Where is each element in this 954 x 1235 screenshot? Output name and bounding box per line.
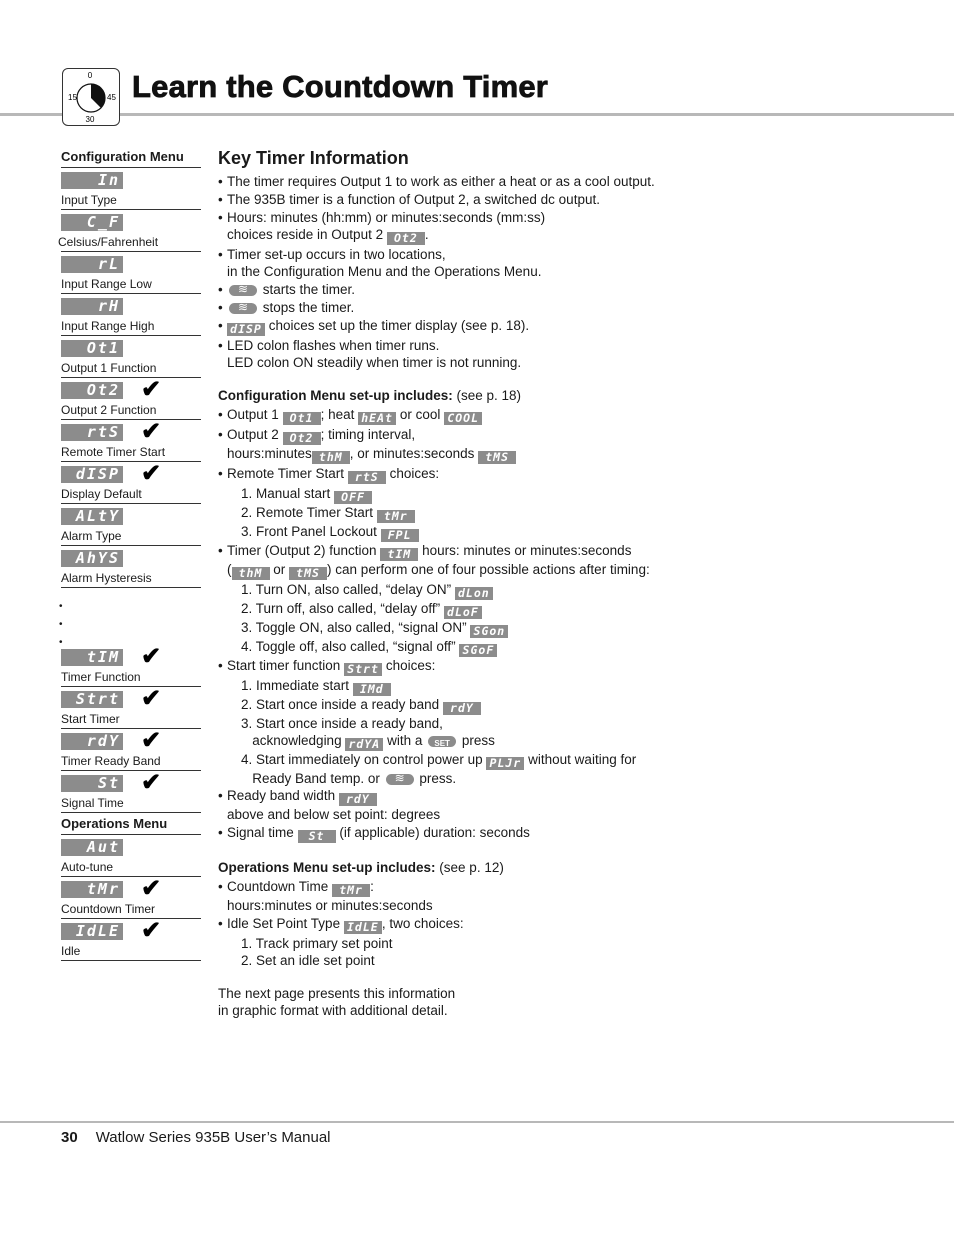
lcd-code: ALtY [61,508,123,525]
dial-label-top: 0 [87,71,93,80]
ops-menu-list [61,838,201,961]
numbered-item: 3. Toggle ON, also called, “signal ON” SGon [218,619,918,638]
numbered-item: 2. Set an idle set point [241,953,375,968]
menu-item [61,460,201,504]
lcd-code: OFF [334,491,372,504]
lcd-code: rL [61,256,123,273]
bullet-item: • The 935B timer is a function of Output 2, a switched dc output. [218,191,918,208]
checkmark-icon: ✔ [141,418,162,445]
bullet-item: • dISP choices set up the timer display (see p. 18). [218,317,918,336]
lcd-code: tMS [478,451,516,464]
menu-item-label: Remote Timer Start [61,445,166,459]
menu-item [61,418,201,462]
lcd-code: FPL [381,529,419,542]
manual-title: Watlow Series 935B User’s Manual [95,1129,331,1146]
page-footer [61,1129,331,1146]
lcd-code: dLon [455,587,493,600]
bullet-item: • Start timer function Strt choices: [218,657,918,676]
numbered-item: 3. Start once inside a ready band, acknowledging rdYA with a SET press [241,716,495,751]
menu-item [61,917,201,961]
numbered-item: 1. Manual start OFF [218,485,918,504]
menu-item-label: Auto-tune [61,860,114,874]
numbered-item: 1. Turn ON, also called, “delay ON” dLon [218,581,918,600]
set-key-icon: SET [428,736,456,747]
numbered-item: 4. Toggle off, also called, “signal off” SGoF [218,638,918,657]
lcd-code: Aut [61,839,123,856]
menu-item [61,643,201,687]
lcd-code: dLoF [444,606,482,619]
bullet-item: • LED colon flashes when timer runs. LED colon ON steadily when timer is not running. [218,337,918,371]
lcd-code: rtS [61,424,123,441]
lcd-code: Strt [344,663,382,676]
lcd-code: In [61,172,123,189]
menu-item [61,297,201,336]
up-down-key-icon [386,774,414,785]
menu-item-label: Timer Ready Band [61,754,161,768]
menu-item [61,727,201,771]
lcd-code: IMd [353,683,391,696]
lcd-code: dISP [61,466,123,483]
lcd-code: Ot2 [387,232,425,245]
lcd-code: rtS [348,471,386,484]
lcd-code: rdYA [345,738,383,751]
menu-item [61,875,201,919]
numbered-item: 2. Remote Timer Start tMr [218,504,918,523]
lcd-code: tIM [61,649,123,666]
menu-item [58,213,201,252]
menu-item-label: Output 2 Function [61,403,157,417]
lcd-code: PLJr [486,757,524,770]
bullet-item: • Timer set-up occurs in two locations, in the Configuration Menu and the Operations Menu. [218,246,918,280]
numbered-item: 3. Front Panel Lockout FPL [218,523,918,542]
lcd-code: Strt [61,691,123,708]
bullet-item: • Countdown Time tMr : hours:minutes or minutes:seconds [218,878,918,914]
lcd-code: tMr [377,510,415,523]
lcd-code: St [61,775,123,792]
lcd-code: thM [312,451,350,464]
lcd-code: dISP [227,323,265,336]
timer-dial-icon [62,68,120,126]
menu-item [61,549,201,588]
lcd-code: COOL [444,412,482,425]
lcd-code: hEAt [358,412,396,425]
bullet-item: ≋ • stops the timer. [218,299,918,316]
menu-item-label: Alarm Hysteresis [61,571,152,585]
checkmark-icon: ✔ [141,769,162,796]
lcd-code: Ot1 [61,340,123,357]
footer-rule [0,1121,954,1123]
menu-item-label: Timer Function [61,670,141,684]
menu-item-label: Input Range High [61,319,155,333]
dial-label-left: 15 [68,93,77,102]
lcd-code: St [298,830,336,843]
bullet-item: • Remote Timer Start rtS choices: [218,465,918,484]
lcd-code: thM [232,567,270,580]
checkmark-icon: ✔ [141,685,162,712]
checkmark-icon: ✔ [141,376,162,403]
page-title: Learn the Countdown Timer [132,69,549,104]
up-down-key-icon [229,303,257,314]
menu-item [61,838,201,877]
page-header [0,60,954,126]
menu-item [61,507,201,546]
ops-menu-heading: Operations Menu [61,816,201,835]
numbered-item: 1. Track primary set point [241,936,393,951]
menu-item [61,685,201,729]
config-menu-heading: Configuration Menu [61,149,201,168]
bullet-item: • Hours: minutes (hh:mm) or minutes:seconds (mm:ss) choices reside in Output 2 Ot2 . [218,209,918,245]
lcd-code: rdY [443,702,481,715]
next-page-note: The next page presents this information in graphic format with additional detail. [218,986,456,1018]
header-rule [0,113,954,116]
lcd-code: rH [61,298,123,315]
menu-item-label: Start Timer [61,712,120,726]
lcd-code: SGon [470,625,508,638]
page-number: 30 [61,1129,78,1146]
lcd-code: SGoF [459,644,497,657]
lcd-code: tMr [332,884,370,897]
menu-item [61,769,201,813]
lcd-code: tMr [61,881,123,898]
bullet-item: • Ready band width rdY above and below set point: degrees [218,787,918,823]
menu-item-label: Input Type [61,193,117,207]
config-menu-list [58,171,201,588]
menu-item-label: Input Range Low [61,277,152,291]
menu-item [61,255,201,294]
numbered-item: 2. Turn off, also called, “delay off” dLoF [218,600,918,619]
bullet-item: • The timer requires Output 1 to work as either a heat or as a cool output. [218,173,918,190]
dial-label-bottom: 30 [85,115,95,124]
lcd-code: rdY [339,793,377,806]
bullet-item: ≋ • starts the timer. [218,281,918,298]
section-heading: Key Timer Information [218,148,409,168]
numbered-item: 1. Immediate start IMd [218,677,918,696]
lcd-code: tIM [380,548,418,561]
lcd-code: rdY [61,733,123,750]
menu-item-label: Celsius/Fahrenheit [58,235,159,249]
checkmark-icon: ✔ [141,460,162,487]
bullet-item: • Output 2 Ot2 ; timing interval, hours:minutes thM , or minutes:seconds tMS [218,426,918,464]
menu-item-label: Signal Time [61,796,124,810]
ellipsis-dots: • • • [59,601,63,648]
lcd-code: IdLE [61,923,123,940]
timer-menu-list [61,643,201,813]
up-down-key-icon [229,285,257,296]
bullet-item: • Timer (Output 2) function tIM hours: minutes or minutes:seconds ( thM or tMS ) can perform one of four possible actions after timing: [218,542,918,580]
bullet-item: • Output 1 Ot1 ; heat hEAt or cool COOL [218,406,918,425]
menu-sidebar [58,149,201,964]
dial-label-right: 45 [107,93,116,102]
numbered-item: 2. Start once inside a ready band rdY [218,696,918,715]
lcd-code: IdLE [344,921,382,934]
menu-item-label: Countdown Timer [61,902,156,916]
menu-item-label: Alarm Type [61,529,122,543]
bullet-item: • Signal time St (if applicable) duration: seconds [218,824,918,843]
menu-item [61,339,201,378]
bullet-item: • Idle Set Point Type IdLE , two choices: [218,915,918,934]
lcd-code: AhYS [61,550,123,567]
ops-setup-heading: Operations Menu set-up includes: (see p. 12) [218,860,504,875]
checkmark-icon: ✔ [141,727,162,754]
menu-item [61,376,201,420]
menu-item-label: Idle [61,944,81,958]
menu-item-label: Display Default [61,487,142,501]
menu-item [61,171,201,210]
menu-item-label: Output 1 Function [61,361,157,375]
config-setup-heading: Configuration Menu set-up includes: (see p. 18) [218,388,522,403]
main-content [218,147,918,1019]
lcd-code: Ot1 [283,412,321,425]
checkmark-icon: ✔ [141,643,162,670]
lcd-code: tMS [289,567,327,580]
lcd-code: C_F [61,214,123,231]
lcd-code: Ot2 [61,382,123,399]
checkmark-icon: ✔ [141,875,162,902]
numbered-item: 4. Start immediately on control power up PLJr without waiting for Ready Band temp. or ≋ press. [218,751,918,787]
lcd-code: Ot2 [283,432,321,445]
checkmark-icon: ✔ [141,917,162,944]
